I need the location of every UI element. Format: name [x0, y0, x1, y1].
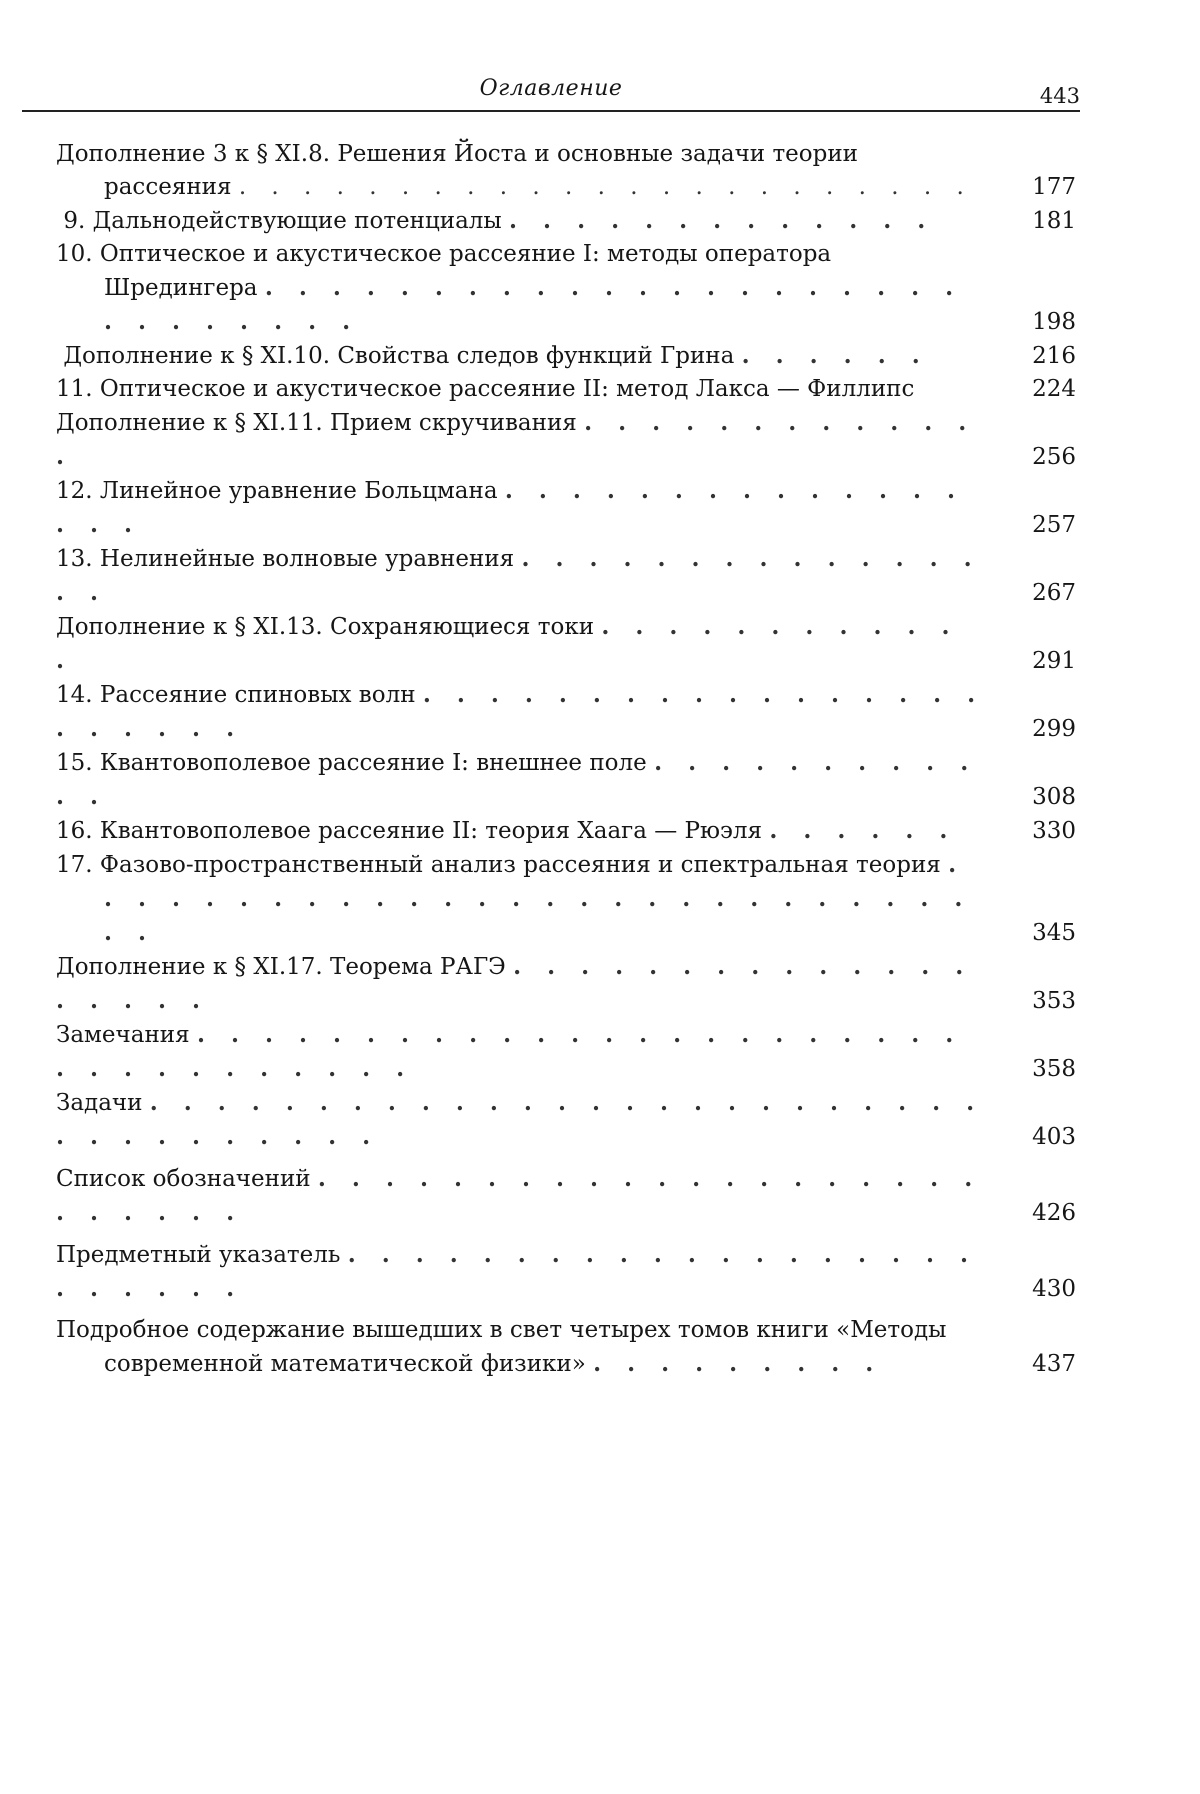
toc-entry: [56, 1018, 1076, 1086]
toc-entry-title: 15. Квантовополевое рассеяние I: внешнее поле: [56, 750, 647, 776]
toc-entry: [56, 474, 1076, 542]
dot-leader: . . . . . . . . .: [593, 1350, 883, 1377]
toc-entry: [56, 1314, 1076, 1381]
toc-entry: [56, 950, 1076, 1018]
toc-entry: [56, 406, 1076, 474]
toc-entry-title: Дополнение к § XI.10. Свойства следов функций Грина: [63, 343, 735, 369]
toc-entry-title: 13. Нелинейные волновые уравнения: [56, 546, 515, 572]
toc-entry-title: Дополнение к § XI.13. Сохраняющиеся токи: [56, 614, 595, 640]
toc-entry-title: 17. Фазово-пространственный анализ рассеяния и спектральная теория: [56, 852, 941, 878]
dot-leader: . . . . . . . . . . . . . . . . . . . . . . . . . . . . . . . . . . .: [56, 1089, 984, 1150]
dot-leader: . . . . . . . . . . . .: [56, 749, 978, 810]
toc-entry-page: 256: [1032, 444, 1076, 470]
toc-entry: [56, 814, 1076, 848]
toc-entry-page: 353: [1032, 988, 1076, 1014]
toc-entry: [56, 339, 1076, 373]
dot-leader: . . . . . . . . . . . . .: [56, 409, 976, 470]
toc-entry-title: Список обозначений: [56, 1166, 311, 1192]
toc-entry-page: 437: [1032, 1351, 1076, 1377]
dot-leader: . . . . . . . . . . . .: [56, 613, 959, 674]
toc-entry-page: 216: [1032, 343, 1076, 369]
toc-entry: [56, 238, 1076, 339]
toc-entry: [56, 373, 1076, 406]
toc-entry-title: Дополнение к § XI.11. Прием скручивания: [56, 410, 577, 436]
toc-entry-title: 16. Квантовополевое рассеяние II: теория Хаага — Рюэля: [56, 818, 763, 844]
toc-entry: [56, 1086, 1076, 1154]
running-header: [22, 70, 1080, 112]
dot-leader: . . . . . . . . . . . . . . . . . . . . . . . . . . . . .: [104, 274, 963, 335]
dot-leader: . . . . . .: [769, 817, 957, 844]
dot-leader: . . . . . . . . . . . . . . . . . . . . . . . . .: [56, 1241, 977, 1302]
toc-entry-page: 430: [1032, 1276, 1076, 1302]
toc-entry-page: 181: [1032, 208, 1076, 234]
toc-entry-page: 345: [1032, 920, 1076, 946]
toc-entry-page: 308: [1032, 784, 1076, 810]
page-number: 443: [1039, 84, 1080, 108]
toc-entry-page: 257: [1032, 512, 1076, 538]
toc-entry: [56, 848, 1076, 950]
toc-entry-page: 299: [1032, 716, 1076, 742]
running-title: Оглавление: [479, 76, 623, 101]
toc-entry: [56, 1162, 1076, 1230]
toc-entry: [56, 542, 1076, 610]
toc-entry-page: 177: [1032, 174, 1076, 200]
dot-leader: . . . . . . . . . . . . . . . . . . . . . . . . . . . . . . . . . .: [56, 1021, 963, 1082]
toc-entry-page: 291: [1032, 648, 1076, 674]
toc-entry-page: 426: [1032, 1200, 1076, 1226]
toc-entry: [56, 204, 1076, 238]
toc-entry-title: Задачи: [56, 1090, 143, 1116]
toc-entry-title: 9. Дальнодействующие потенциалы: [63, 208, 502, 234]
toc-entry-title: Предметный указатель: [56, 1242, 341, 1268]
toc-entry: [56, 678, 1076, 746]
dot-leader: . . . . . .: [741, 342, 929, 369]
toc-entry: [56, 138, 1076, 204]
toc-entry: [56, 610, 1076, 678]
toc-entry-title: 14. Рассеяние спиновых волн: [56, 682, 416, 708]
dot-leader: . . . . . . . . . . . . . . . . . . . . . . .: [56, 681, 985, 742]
toc-entry-title: Дополнение 3 к § XI.8. Решения Йоста и основные задачи теории рассеяния: [56, 141, 859, 200]
toc-entry: [56, 1238, 1076, 1306]
toc-entry-page: 403: [1032, 1124, 1076, 1150]
dot-leader: . . . . . . . . . . . . . . . . .: [56, 477, 965, 538]
dot-leader: . . . . . . . . . . . . . . . . . . . . . . . . . .: [56, 1165, 982, 1226]
dot-leader: . . . . . . . . . . . . . . . .: [56, 545, 981, 606]
dot-leader: . . . . . . . . . . . . .: [509, 207, 935, 234]
toc-entry-page: 198: [1032, 309, 1076, 335]
toc-entry-page: 358: [1032, 1056, 1076, 1082]
dot-leader: . . . . . . . . . . . . . . . . . . .: [56, 953, 973, 1014]
dot-leader: . . . . . . . . . . . . . . . . . . . . . . . . . . . . .: [104, 851, 972, 946]
toc-entry: [56, 746, 1076, 814]
toc-entry-title: Дополнение к § XI.17. Теорема РАГЭ: [56, 954, 506, 980]
toc-entry-title: Подробное содержание вышедших в свет четырех томов книги «Методы современной математической физики»: [56, 1317, 947, 1377]
toc-entry-page: 267: [1032, 580, 1076, 606]
table-of-contents: [56, 138, 1076, 1381]
dot-leader: . . . . . . . . . . . . . . . . . . . . . . .: [238, 174, 973, 200]
toc-entry-page: 330: [1032, 818, 1076, 844]
toc-entry-title: 10. Оптическое и акустическое рассеяние I: методы оператора Шредингера: [56, 241, 832, 301]
toc-entry-page: 224: [1032, 376, 1076, 402]
toc-entry-title: 11. Оптическое и акустическое рассеяние II: метод Лакса — Филлипс: [56, 376, 915, 402]
toc-entry-title: 12. Линейное уравнение Больцмана: [56, 478, 498, 504]
toc-entry-title: Замечания: [56, 1022, 190, 1048]
